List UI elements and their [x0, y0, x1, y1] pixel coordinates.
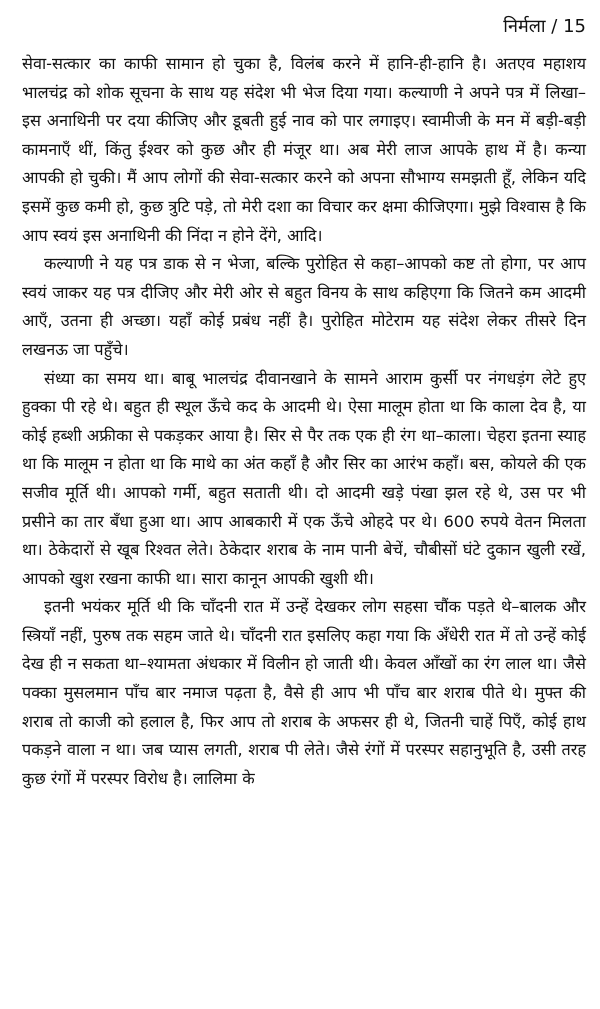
paragraph-3: संध्या का समय था। बाबू भालचंद्र दीवानखाने के सामने आराम कुर्सी पर नंगधड़ंग लेटे हुए हुक्का पी रहे थे। बहुत ही स्थूल ऊँचे कद के आदमी थे। ऐसा मालूम होता था कि काला देव है, या कोई हब्शी अफ्रीका से पकड़कर आया है। सिर से पैर तक एक ही रंग था–काला। चेहरा इतना स्याह था कि मालूम न होता था कि माथे का अंत कहाँ है और सिर का आरंभ कहाँ। बस, कोयले की एक सजीव मूर्ति थी। आपको गर्मी, बहुत सताती थी। दो आदमी खड़े पंखा झल रहे थे, उस पर भी प्रसीने का तार बँधा हुआ था। आप आबकारी में एक ऊँचे ओहदे पर थे। 600 रुपये वेतन मिलता था। ठेकेदारों से खूब रिश्वत लेते। ठेकेदार शराब के नाम पानी बेचें, चौबीसों घंटे दुकान खुली रखें, आपको खुश रखना काफी था। सारा कानून आपकी खुशी थी। — [22, 368, 586, 588]
paragraph-1: सेवा-सत्कार का काफी सामान हो चुका है, विलंब करने में हानि-ही-हानि है। अतएव महाशय भालचंद्र को शोक सूचना के साथ यह संदेश भी भेज दिया गया। कल्याणी ने अपने पत्र में लिखा–इस अनाथिनी पर दया कीजिए और डूबती हुई नाव को पार लगाइए। स्वामीजी के मन में बड़ी-बड़ी कामनाएँ थीं, किंतु ईश्वर को कुछ और ही मंजूर था। अब मेरी लाज आपके हाथ में है। कन्या आपकी हो चुकी। मैं आप लोगों की सेवा-सत्कार करने को अपना सौभाग्य समझती हूँ, लेकिन यदि इसमें कुछ कमी हो, कुछ त्रुटि पड़े, तो मेरी दशा का विचार कर क्षमा कीजिएगा। मुझे विश्वास है कि आप स्वयं इस अनाथिनी की निंदा न होने देंगे, आदि। — [22, 54, 586, 245]
paragraph-4: इतनी भयंकर मूर्ति थी कि चाँदनी रात में उन्हें देखकर लोग सहसा चौंक पड़ते थे–बालक और स्त्रियाँ नहीं, पुरुष तक सहम जाते थे। चाँदनी रात इसलिए कहा गया कि अँधेरी रात में तो उन्हें कोई देख ही न सकता था–श्यामता अंधकार में विलीन हो जाती थी। केवल आँखों का रंग लाल था। जैसे पक्का मुसलमान पाँच बार नमाज पढ़ता है, वैसे ही आप भी पाँच बार शराब पीते थे। मुफ्त की शराब तो काजी को हलाल है, फिर आप तो शराब के अफसर ही थे, जितनी चाहें पिएँ, कोई हाथ पकड़ने वाला न था। जब प्यास लगती, शराब पी लेते। जैसे रंगों में परस्पर सहानुभूति है, उसी तरह कुछ रंगों में परस्पर विरोध है। लालिमा के — [22, 597, 586, 788]
paragraph-2: कल्याणी ने यह पत्र डाक से न भेजा, बल्कि पुरोहित से कहा–आपको कष्ट तो होगा, पर आप स्वयं जाकर यह पत्र दीजिए और मेरी ओर से बहुत विनय के साथ कहिएगा कि जितने कम आदमी आएँ, उतना ही अच्छा। यहाँ कोई प्रबंध नहीं है। पुरोहित मोटेराम यह संदेश लेकर तीसरे दिन लखनऊ जा पहुँचे। — [22, 254, 586, 359]
running-head: निर्मला / 15 — [503, 16, 586, 37]
body-text — [22, 50, 586, 793]
